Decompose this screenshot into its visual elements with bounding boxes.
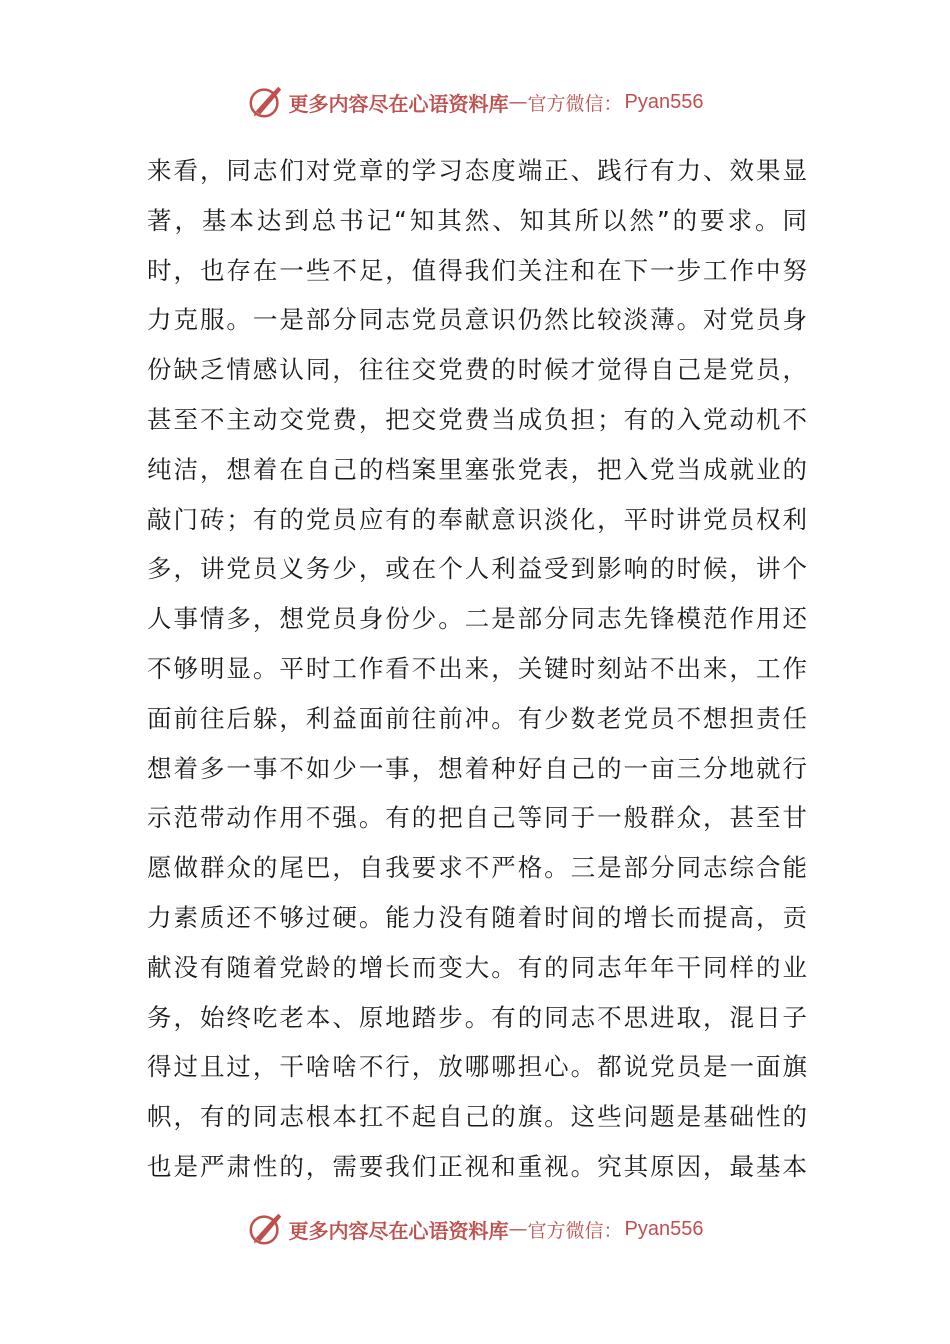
body-line: 想着多一事不如少一事，想着种好自己的一亩三分地就行: [147, 753, 807, 783]
body-line: 得过且过，干啥啥不行，放哪哪担心。都说党员是一面旗: [147, 1052, 807, 1082]
body-line: 甚至不主动交党费，把交党费当成负担；有的入党动机不: [147, 404, 807, 434]
body-line: 纯洁，想着在自己的档案里塞张党表，把入党当成就业的: [147, 454, 807, 484]
body-line: 愿做群众的尾巴，自我要求不严格。三是部分同志综合能: [147, 853, 807, 883]
banner-main-text: 更多内容尽在心语资料库: [288, 91, 509, 116]
body-line: 时，也存在一些不足，值得我们关注和在下一步工作中努: [147, 255, 807, 285]
body-line: 份缺乏情感认同，往往交党费的时候才觉得自己是党员，: [147, 355, 807, 385]
body-line: 示范带动作用不强。有的把自己等同于一般群众，甚至甘: [147, 803, 807, 833]
body-line: 敲门砖；有的党员应有的奉献意识淡化，平时讲党员权利: [147, 504, 807, 534]
body-line: 不够明显。平时工作看不出来，关键时刻站不出来，工作: [147, 653, 807, 683]
body-line: 献没有随着党龄的增长而变大。有的同志年年干同样的业: [147, 952, 807, 982]
header-watermark-banner: [0, 80, 950, 124]
body-line: 也是严肃性的，需要我们正视和重视。究其原因，最基本: [147, 1151, 807, 1181]
body-line: 帜，有的同志根本扛不起自己的旗。这些问题是基础性的: [147, 1102, 807, 1132]
pen-logo-icon: [247, 83, 285, 121]
body-line: 人事情多，想党员身份少。二是部分同志先锋模范作用还: [147, 604, 807, 634]
banner-main-text: 更多内容尽在心语资料库: [288, 1218, 509, 1243]
footer-watermark-banner: [0, 1207, 950, 1251]
banner-handle: Pyan556: [624, 1217, 704, 1240]
body-line: 力克服。一是部分同志党员意识仍然比较淡薄。对党员身: [147, 305, 807, 335]
banner-dash: —: [508, 1218, 528, 1240]
body-line: 多，讲党员义务少，或在个人利益受到影响的时候，讲个: [147, 554, 807, 584]
banner-handle: Pyan556: [624, 90, 704, 113]
banner-sub-text: 官方微信：: [527, 1219, 623, 1242]
banner-sub-text: 官方微信：: [527, 92, 623, 115]
body-line: 来看，同志们对党章的学习态度端正、践行有力、效果显: [147, 156, 807, 185]
body-line: 面前往后躲，利益面前往前冲。有少数老党员不想担责任: [147, 703, 807, 733]
body-line: 务，始终吃老本、原地踏步。有的同志不思进取，混日子: [147, 1002, 807, 1032]
banner-dash: —: [508, 91, 528, 113]
pen-logo-icon: [247, 1210, 285, 1248]
document-body: [147, 146, 807, 1192]
body-line: 著，基本达到总书记“知其然、知其所以然”的要求。同: [147, 205, 807, 235]
body-line: 力素质还不够过硬。能力没有随着时间的增长而提高，贡: [147, 902, 807, 932]
